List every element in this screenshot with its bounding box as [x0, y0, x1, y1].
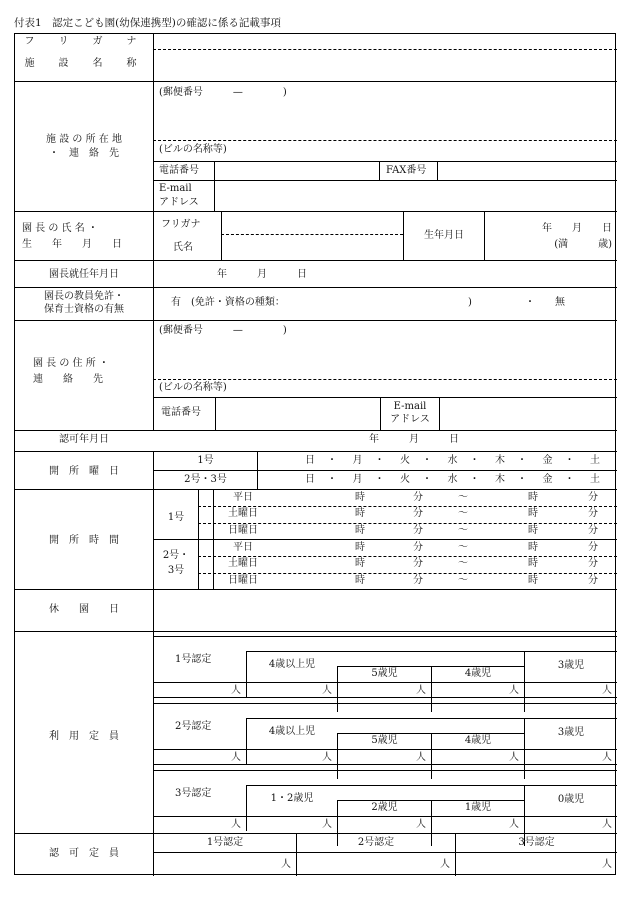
- approved-cert-1: 1号認定: [206, 837, 244, 848]
- approved-cert-3: 3号認定: [518, 837, 555, 848]
- location-label: 施 設 の 所 在 地: [46, 134, 122, 145]
- open-hours-group-1: 1号: [167, 512, 185, 523]
- capacity-persons[interactable]: 人: [416, 819, 426, 830]
- appointment-date-label: 園長就任年月日: [49, 269, 119, 280]
- phone-label: 電話番号: [159, 165, 199, 176]
- day-separator: ・: [327, 474, 337, 485]
- day-separator: ・: [374, 474, 385, 485]
- hours-tilde: ～: [458, 492, 468, 503]
- postal-label: (郵便番号 — ): [159, 87, 287, 98]
- day-separator: ・: [517, 455, 527, 466]
- hours-start-minute[interactable]: 分: [413, 542, 423, 553]
- open-hours-label: 開 所 時 間: [49, 535, 119, 546]
- day-option[interactable]: 土: [590, 455, 600, 466]
- email-label: E-mail: [159, 183, 192, 194]
- hours-day-type: 平日: [233, 542, 253, 553]
- license-yes-option[interactable]: 有 (免許・資格の種類：: [171, 297, 285, 308]
- facility-email-field[interactable]: [215, 181, 616, 211]
- hours-start-minute[interactable]: 分: [413, 575, 423, 586]
- capacity-persons[interactable]: 人: [602, 752, 612, 763]
- capacity-age-group: 1・2歳児: [270, 793, 314, 804]
- day-option[interactable]: 土: [590, 474, 600, 485]
- open-hours-group-23-2: 3号: [167, 565, 185, 576]
- day-option[interactable]: 木: [495, 455, 505, 466]
- license-label: 園長の教員免許・: [44, 291, 124, 302]
- location-label-2: ・ 連 絡 先: [49, 148, 119, 159]
- hours-tilde: ～: [458, 508, 468, 519]
- facility-phone-field[interactable]: [215, 162, 379, 180]
- day-option[interactable]: 水: [447, 455, 458, 466]
- license-label-2: 保育士資格の有無: [44, 304, 124, 315]
- hours-day-type: 日曜日: [228, 575, 258, 586]
- hours-end-minute[interactable]: 分: [588, 542, 598, 553]
- director-name-label: 園 長 の 氏 名 ・: [22, 223, 98, 234]
- director-building-label: (ビルの名称等): [159, 382, 227, 393]
- day-separator: ・: [564, 455, 575, 466]
- day-option[interactable]: 木: [495, 474, 505, 485]
- director-name-field[interactable]: [222, 235, 403, 260]
- hours-end-hour[interactable]: 時: [528, 508, 538, 519]
- hours-start-minute[interactable]: 分: [413, 525, 423, 536]
- capacity-persons[interactable]: 人: [509, 752, 519, 763]
- day-option[interactable]: 金: [542, 455, 553, 466]
- director-name-caption: 氏名: [173, 242, 193, 253]
- hours-tilde: ～: [458, 542, 468, 553]
- open-hours-group-23: 2号・: [162, 550, 190, 561]
- capacity-persons[interactable]: 人: [509, 685, 519, 696]
- hours-tilde: ～: [458, 575, 468, 586]
- approved-cert-1-persons[interactable]: 人: [281, 859, 291, 870]
- hours-day-type: 平日: [233, 492, 253, 503]
- facility-address-field[interactable]: [154, 100, 616, 138]
- capacity-persons[interactable]: 人: [322, 819, 332, 830]
- hours-day-type: 日曜日: [228, 525, 258, 536]
- capacity-age-group: 4歳児: [464, 668, 492, 679]
- director-address-field[interactable]: [154, 338, 616, 378]
- open-days-group-23: 2号・3号: [184, 474, 227, 485]
- application-form-table: [14, 33, 616, 875]
- day-separator: ・: [327, 455, 337, 466]
- day-separator: ・: [469, 455, 480, 466]
- hours-end-minute[interactable]: 分: [588, 508, 598, 519]
- license-close-paren: ): [468, 297, 472, 308]
- hours-start-hour[interactable]: 時: [355, 575, 365, 586]
- capacity-persons[interactable]: 人: [322, 752, 332, 763]
- day-option[interactable]: 金: [542, 474, 553, 485]
- capacity-age-group: 4歳児: [464, 735, 492, 746]
- facility-fax-field[interactable]: [438, 162, 616, 180]
- day-separator: ・: [422, 474, 432, 485]
- capacity-age-group: 2歳児: [371, 802, 398, 813]
- hours-start-minute[interactable]: 分: [413, 492, 423, 503]
- day-option[interactable]: 水: [447, 474, 458, 485]
- building-label: (ビルの名称等): [159, 144, 227, 155]
- director-birth-label: 生 年 月 日: [22, 239, 122, 250]
- age-value[interactable]: (満 歳): [554, 239, 612, 250]
- hours-start-hour[interactable]: 時: [355, 525, 365, 536]
- approved-cert-2-persons[interactable]: 人: [440, 859, 450, 870]
- director-address-label-2: 連 絡 先: [33, 374, 103, 385]
- capacity-age-group: 0歳児: [557, 794, 585, 805]
- hours-end-hour[interactable]: 時: [528, 525, 538, 536]
- hours-day-type: 土曜日: [228, 558, 258, 569]
- facility-furigana-field[interactable]: [154, 34, 616, 49]
- capacity-cert-label: 1号認定: [175, 654, 212, 665]
- form-title: 付表1 認定こども園(幼保連携型)の確認に係る記載事項: [14, 17, 281, 29]
- hours-start-hour[interactable]: 時: [355, 558, 365, 569]
- facility-name-field[interactable]: [154, 50, 616, 81]
- appointment-date-value[interactable]: 年 月 日: [217, 269, 307, 280]
- director-phone-label: 電話番号: [161, 407, 201, 418]
- director-email-field[interactable]: [440, 398, 616, 430]
- director-phone-field[interactable]: [216, 398, 380, 430]
- director-furigana-field[interactable]: [222, 212, 403, 234]
- approval-date-value[interactable]: 年 月 日: [369, 434, 459, 445]
- approved-cert-3-persons[interactable]: 人: [602, 859, 612, 870]
- hours-end-minute[interactable]: 分: [588, 575, 598, 586]
- hours-end-minute[interactable]: 分: [588, 492, 598, 503]
- holidays-label: 休 園 日: [49, 604, 119, 615]
- hours-tilde: ～: [458, 558, 468, 569]
- open-days-group-1: 1号: [197, 455, 214, 466]
- hours-end-minute[interactable]: 分: [588, 525, 598, 536]
- capacity-persons[interactable]: 人: [602, 819, 612, 830]
- approved-capacity-label: 認 可 定 員: [49, 848, 119, 859]
- director-email-label: E-mail: [393, 401, 427, 412]
- capacity-age-group: 4歳以上児: [268, 659, 316, 670]
- capacity-cert-label: 3号認定: [175, 788, 212, 799]
- capacity-age-group: 3歳児: [557, 727, 585, 738]
- hours-end-hour[interactable]: 時: [528, 492, 538, 503]
- hours-tilde: ～: [458, 525, 468, 536]
- capacity-persons[interactable]: 人: [602, 685, 612, 696]
- email-label-2: アドレス: [159, 197, 199, 208]
- capacity-persons[interactable]: 人: [231, 685, 241, 696]
- capacity-age-group: 1歳児: [464, 802, 492, 813]
- hours-start-hour[interactable]: 時: [355, 542, 365, 553]
- day-separator: ・: [564, 474, 575, 485]
- capacity-persons[interactable]: 人: [416, 752, 426, 763]
- day-option[interactable]: 日: [305, 455, 315, 466]
- capacity-age-group: 5歳児: [371, 668, 398, 679]
- license-no-option[interactable]: ・ 無: [525, 297, 565, 308]
- day-separator: ・: [422, 455, 432, 466]
- capacity-persons[interactable]: 人: [416, 685, 426, 696]
- day-option[interactable]: 火: [400, 455, 410, 466]
- birth-date-value[interactable]: 年 月 日: [542, 223, 612, 234]
- holidays-field[interactable]: [154, 590, 616, 631]
- director-address-label: 園 長 の 住 所 ・: [33, 358, 109, 369]
- hours-end-hour[interactable]: 時: [528, 542, 538, 553]
- hours-start-minute[interactable]: 分: [413, 508, 423, 519]
- day-option[interactable]: 日: [305, 474, 315, 485]
- capacity-age-group: 4歳以上児: [268, 726, 316, 737]
- open-days-label: 開 所 曜 日: [49, 466, 119, 477]
- capacity-persons[interactable]: 人: [231, 819, 241, 830]
- day-separator: ・: [469, 474, 480, 485]
- capacity-label: 利 用 定 員: [49, 731, 119, 742]
- capacity-age-group: 5歳児: [371, 735, 398, 746]
- capacity-persons[interactable]: 人: [231, 752, 241, 763]
- day-separator: ・: [517, 474, 527, 485]
- director-furigana-label: フリガナ: [161, 219, 201, 230]
- capacity-cert-label: 2号認定: [175, 721, 212, 732]
- hours-start-minute[interactable]: 分: [413, 558, 423, 569]
- hours-end-hour[interactable]: 時: [528, 558, 538, 569]
- day-option[interactable]: 月: [352, 455, 363, 466]
- furigana-label: フ リ ガ ナ: [24, 36, 144, 47]
- capacity-age-group: 3歳児: [557, 660, 585, 671]
- hours-end-hour[interactable]: 時: [528, 575, 538, 586]
- day-separator: ・: [374, 455, 385, 466]
- facility-name-label: 施 設 名 称: [24, 58, 144, 69]
- day-option[interactable]: 火: [400, 474, 410, 485]
- approval-date-label: 認可年月日: [59, 434, 109, 445]
- hours-day-type: 土曜日: [228, 508, 258, 519]
- capacity-persons[interactable]: 人: [322, 685, 332, 696]
- director-email-label-2: アドレス: [390, 414, 430, 425]
- approved-cert-2: 2号認定: [357, 837, 395, 848]
- hours-start-hour[interactable]: 時: [355, 508, 365, 519]
- fax-label: FAX番号: [386, 165, 427, 176]
- birth-date-label: 生年月日: [424, 230, 464, 241]
- hours-end-minute[interactable]: 分: [588, 558, 598, 569]
- hours-start-hour[interactable]: 時: [355, 492, 365, 503]
- director-postal-label: (郵便番号 — ): [159, 325, 287, 336]
- day-option[interactable]: 月: [352, 474, 363, 485]
- capacity-persons[interactable]: 人: [509, 819, 519, 830]
